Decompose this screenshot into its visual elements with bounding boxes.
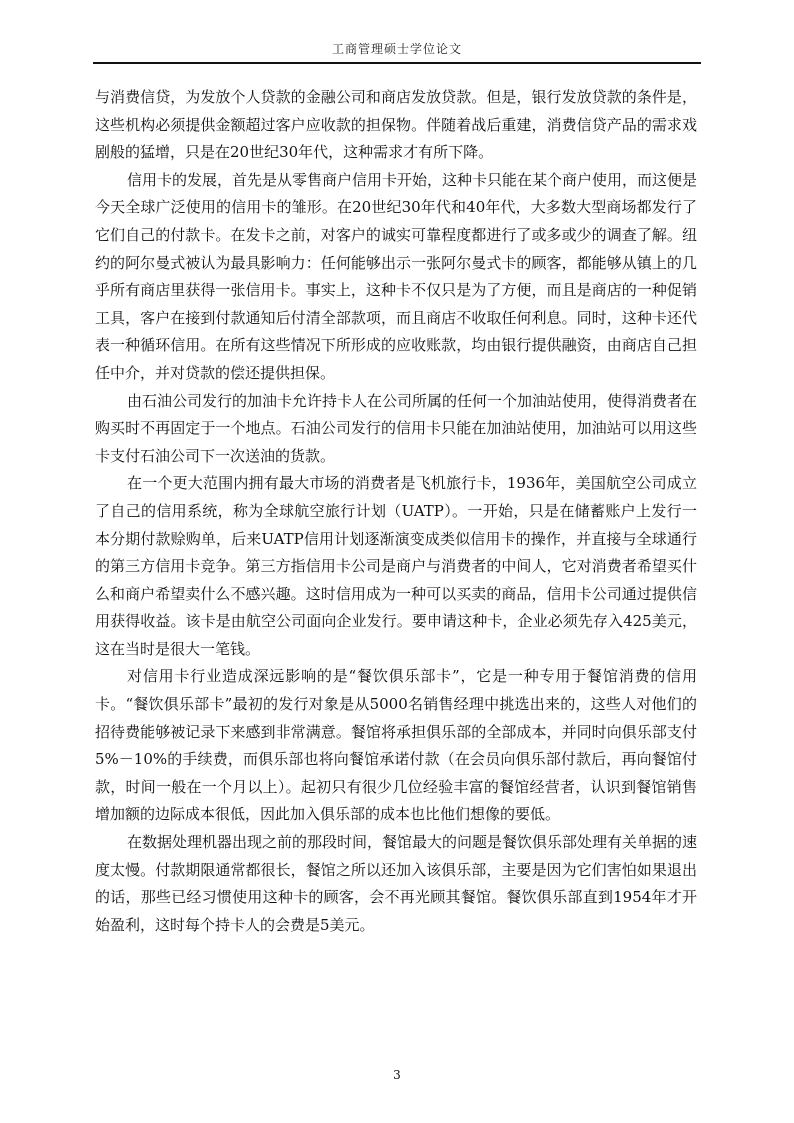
paragraph-credit-card-development: 信用卡的发展，首先是从零售商户信用卡开始，这种卡只能在某个商户使用，而这便是今天全球广泛使用的信用卡的雏形。在20世纪30年代和40年代，大多数大型商场都发行了它们自己的付款卡。在发卡之前，对客户的诚实可靠程度都进行了或多或少的调查了解。纽约的阿尔曼式被认为最具影响力：任何能够出示一张阿尔曼式卡的顾客，都能够从镇上的几乎所有商店里获得一张信用卡。事实上，这种卡不仅只是为了方便，而且是商店的一种促销工具，客户在接到付款通知后付清全部款项，而且商店不收取任何利息。同时，这种卡还代表一种循环信用。在所有这些情况下所形成的应收账款，均由银行提供融资，由商店自己担任中介，并对贷款的偿还提供担保。 — [95, 170, 698, 382]
running-header-title: 工商管理硕士学位论文 — [331, 42, 462, 56]
header-divider — [93, 62, 701, 64]
page-number: 3 — [393, 1068, 401, 1082]
body-text — [95, 84, 697, 939]
paragraph-continued: 与消费信贷，为发放个人贷款的金融公司和商店发放贷款。但是，银行发放贷款的条件是，这些机构必须提供金额超过客户应收款的担保物。伴随着战后重建，消费信贷产品的需求戏剧般的猛增，只是在20世纪30年代，这种需求才有所下降。 — [95, 88, 697, 162]
paragraph-diners-club-card: 对信用卡行业造成深远影响的是“餐饮俱乐部卡”，它是一种专用于餐馆消费的信用卡。“餐饮俱乐部卡”最初的发行对象是从5000名销售经理中挑选出来的，这些人对他们的招待费能够被记录下来感到非常满意。餐馆将承担俱乐部的全部成本，并同时向俱乐部支付5%－10%的手续费，而俱乐部也将向餐馆承诺付款（在会员向俱乐部付款后，再向餐馆付款，时间一般在一个月以上）。起初只有很少几位经验丰富的餐馆经营者，认识到餐馆销售增加额的边际成本很低，因此加入俱乐部的成本也比他们想像的要低。 — [95, 667, 697, 824]
paragraph-data-processing: 在数据处理机器出现之前的那段时间，餐馆最大的问题是餐饮俱乐部处理有关单据的速度太慢。付款期限通常都很长，餐馆之所以还加入该俱乐部，主要是因为它们害怕如果退出的话，那些已经习惯使用这种卡的顾客，会不再光顾其餐馆。餐饮俱乐部直到1954年才开始盈利，这时每个持卡人的会费是5美元。 — [95, 833, 698, 934]
paragraph-oil-company-card: 由石油公司发行的加油卡允许持卡人在公司所属的任何一个加油站使用，使得消费者在购买时不再固定于一个地点。石油公司发行的信用卡只能在加油站使用，加油站可以用这些卡支付石油公司下一次送油的货款。 — [95, 391, 698, 465]
paragraph-air-travel-card: 在一个更大范围内拥有最大市场的消费者是飞机旅行卡，1936年，美国航空公司成立了自己的信用系统，称为全球航空旅行计划（UATP）。一开始，只是在储蓄账户上发行一本分期付款赊购单，后来UATP信用计划逐渐演变成类似信用卡的操作，并直接与全球通行的第三方信用卡竞争。第三方指信用卡公司是商户与消费者的中间人，它对消费者希望买什么和商户希望卖什么不感兴趣。这时信用成为一种可以买卖的商品，信用卡公司通过提供信用获得收益。该卡是由航空公司面向企业发行。要申请这种卡，企业必须先存入425美元，这在当时是很大一笔钱。 — [95, 474, 697, 658]
